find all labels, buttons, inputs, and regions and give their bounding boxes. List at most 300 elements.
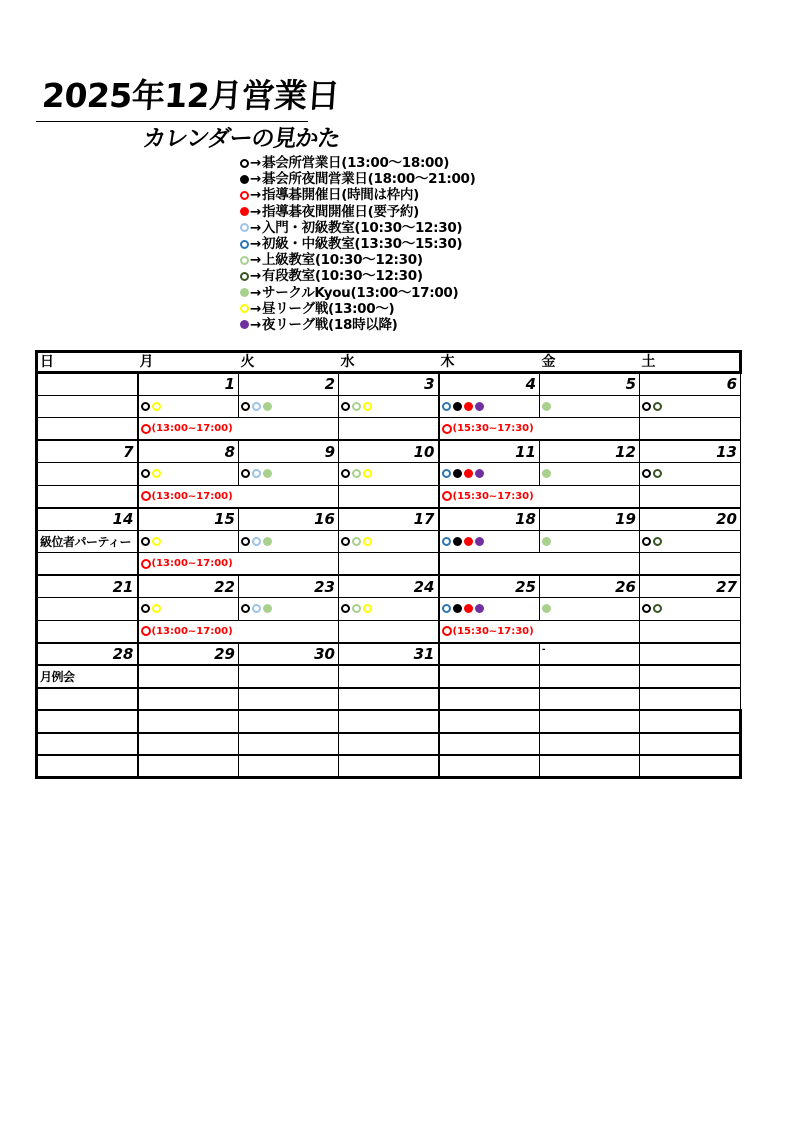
teaching-time-label: (13:00~17:00)	[151, 625, 233, 637]
circle-outline-icon	[240, 191, 249, 200]
events-cell[interactable]	[439, 530, 540, 553]
date-cell[interactable]: 26	[540, 575, 640, 598]
events-cell[interactable]	[540, 530, 640, 553]
event-ring-icon	[642, 537, 651, 546]
teaching-time-label: (15:30~17:30)	[452, 423, 534, 434]
events-cell[interactable]	[540, 395, 640, 418]
event-ring-icon	[653, 402, 662, 411]
event-ring-icon	[241, 537, 250, 546]
arrow-icon: →	[250, 236, 262, 253]
note-cell[interactable]	[640, 665, 741, 688]
blank-cell[interactable]	[339, 733, 439, 756]
events-cell[interactable]	[138, 395, 239, 418]
event-markers	[642, 469, 738, 478]
teaching-cell[interactable]	[540, 620, 640, 643]
event-dot-icon	[464, 402, 473, 411]
event-ring-icon	[141, 469, 150, 478]
event-dot-icon	[475, 537, 484, 546]
date-cell[interactable]	[37, 373, 138, 396]
event-dot-icon	[453, 469, 462, 478]
teaching-cell[interactable]	[640, 688, 741, 711]
events-cell[interactable]	[339, 530, 439, 553]
event-markers	[542, 537, 637, 546]
teaching-cell[interactable]	[138, 418, 239, 441]
events-cell[interactable]	[439, 395, 540, 418]
legend-label: 上級教室(10:30～12:30)	[262, 252, 423, 269]
teaching-cell[interactable]	[37, 553, 138, 576]
event-ring-icon	[152, 604, 161, 613]
teaching-ring-icon	[442, 626, 452, 636]
event-dot-icon	[464, 469, 473, 478]
event-ring-icon	[152, 402, 161, 411]
teaching-time	[442, 491, 538, 502]
events-row	[37, 395, 741, 418]
blank-cell[interactable]	[239, 733, 339, 756]
circle-outline-icon	[240, 240, 249, 249]
blank-cell[interactable]	[640, 733, 741, 756]
date-cell[interactable]: 8	[138, 440, 239, 463]
arrow-icon: →	[250, 203, 262, 220]
date-cell[interactable]: 4	[439, 373, 540, 396]
events-cell[interactable]	[239, 598, 339, 621]
legend-label: 昼リーグ戦(13:00～)	[262, 300, 395, 317]
teaching-time-label: (13:00~17:00)	[151, 558, 233, 569]
date-cell[interactable]: 19	[540, 508, 640, 531]
event-ring-icon	[363, 402, 372, 411]
teaching-cell[interactable]	[640, 620, 741, 643]
legend-item	[240, 252, 476, 268]
date-cell[interactable]: 16	[239, 508, 339, 531]
event-ring-icon	[341, 604, 350, 613]
event-dot-icon	[263, 402, 272, 411]
date-cell[interactable]: 22	[138, 575, 239, 598]
event-ring-icon	[252, 402, 261, 411]
legend-label: 碁会所営業日(13:00～18:00)	[262, 155, 450, 172]
events-cell[interactable]	[339, 463, 439, 486]
teaching-cell[interactable]	[540, 418, 640, 441]
event-ring-icon	[141, 402, 150, 411]
events-cell[interactable]	[138, 530, 239, 553]
teaching-row	[37, 418, 741, 441]
events-cell[interactable]	[239, 463, 339, 486]
teaching-cell[interactable]	[37, 688, 138, 711]
events-cell[interactable]	[439, 463, 540, 486]
arrow-icon: →	[250, 155, 262, 172]
event-markers	[341, 469, 436, 478]
event-ring-icon	[653, 537, 662, 546]
event-ring-icon	[241, 402, 250, 411]
event-markers	[241, 469, 336, 478]
blank-cell[interactable]	[439, 710, 540, 733]
teaching-cell[interactable]	[239, 485, 339, 508]
teaching-time	[141, 626, 237, 637]
legend-label: 指導碁開催日(時間は枠内)	[262, 187, 419, 204]
teaching-cell[interactable]	[640, 485, 741, 508]
teaching-cell[interactable]	[439, 688, 540, 711]
legend-item	[240, 317, 476, 333]
teaching-cell[interactable]	[640, 418, 741, 441]
event-markers	[442, 469, 538, 478]
date-cell[interactable]: 9	[239, 440, 339, 463]
date-cell[interactable]: 15	[138, 508, 239, 531]
weekday-5: 金	[540, 352, 640, 373]
circle-outline-icon	[240, 272, 249, 281]
teaching-cell[interactable]	[239, 688, 339, 711]
date-row	[37, 440, 741, 463]
page-title: 2025年12月営業日	[40, 76, 341, 115]
date-cell[interactable]: 23	[239, 575, 339, 598]
arrow-icon: →	[250, 284, 262, 301]
date-cell[interactable]: 17	[339, 508, 439, 531]
teaching-cell[interactable]	[138, 620, 239, 643]
event-ring-icon	[141, 537, 150, 546]
legend-item	[240, 268, 476, 284]
event-dot-icon	[542, 469, 551, 478]
teaching-time-label: (15:30~17:30)	[452, 490, 534, 502]
teaching-ring-icon	[141, 491, 151, 501]
arrow-icon: →	[250, 300, 262, 317]
note-cell[interactable]	[540, 665, 640, 688]
event-ring-icon	[442, 469, 451, 478]
date-row	[37, 373, 741, 396]
blank-cell[interactable]	[138, 733, 239, 756]
event-ring-icon	[653, 469, 662, 478]
event-ring-icon	[152, 537, 161, 546]
event-dot-icon	[464, 604, 473, 613]
circle-outline-icon	[240, 256, 249, 265]
teaching-ring-icon	[141, 626, 151, 636]
circle-outline-icon	[240, 304, 249, 313]
event-ring-icon	[352, 402, 361, 411]
event-markers	[442, 402, 538, 411]
circle-filled-icon	[240, 175, 249, 184]
event-ring-icon	[141, 604, 150, 613]
event-markers	[241, 537, 336, 546]
date-cell[interactable]: 1	[138, 373, 239, 396]
events-cell[interactable]	[37, 395, 138, 418]
weekday-4: 木	[439, 352, 540, 373]
date-cell[interactable]: 3	[339, 373, 439, 396]
blank-cell[interactable]	[439, 755, 540, 778]
event-markers	[542, 469, 637, 478]
event-ring-icon	[442, 604, 451, 613]
weekday-3: 水	[339, 352, 439, 373]
event-ring-icon	[653, 604, 662, 613]
teaching-row	[37, 620, 741, 643]
circle-filled-icon	[240, 320, 249, 329]
teaching-row	[37, 485, 741, 508]
teaching-cell[interactable]	[540, 688, 640, 711]
event-dot-icon	[475, 604, 484, 613]
event-ring-icon	[442, 402, 451, 411]
circle-filled-icon	[240, 288, 249, 297]
events-cell[interactable]	[37, 530, 138, 553]
event-ring-icon	[341, 402, 350, 411]
events-cell[interactable]	[37, 463, 138, 486]
note-cell[interactable]	[37, 665, 138, 688]
date-cell[interactable]: 2	[239, 373, 339, 396]
teaching-cell[interactable]	[339, 620, 439, 643]
event-note: 級位者パーティー	[40, 534, 132, 549]
date-cell[interactable]: 24	[339, 575, 439, 598]
date-cell[interactable]: 29	[138, 643, 239, 666]
event-dot-icon	[542, 402, 551, 411]
event-ring-icon	[252, 537, 261, 546]
event-markers	[141, 402, 237, 411]
legend-item	[240, 236, 476, 252]
event-ring-icon	[642, 469, 651, 478]
date-cell[interactable]: 18	[439, 508, 540, 531]
legend	[240, 155, 476, 333]
blank-cell[interactable]	[540, 710, 640, 733]
blank-cell[interactable]	[439, 733, 540, 756]
note-cell[interactable]	[239, 665, 339, 688]
event-ring-icon	[363, 537, 372, 546]
note-row	[37, 665, 741, 688]
legend-label: 指導碁夜間開催日(要予約)	[262, 203, 419, 220]
blank-row	[37, 710, 741, 733]
legend-heading: カレンダーの見かた	[141, 126, 342, 152]
teaching-cell[interactable]	[37, 620, 138, 643]
event-ring-icon	[252, 469, 261, 478]
weekday-2: 火	[239, 352, 339, 373]
event-markers	[141, 604, 237, 613]
note-cell[interactable]	[138, 665, 239, 688]
teaching-cell[interactable]	[37, 418, 138, 441]
event-ring-icon	[341, 537, 350, 546]
blank-cell[interactable]	[339, 710, 439, 733]
teaching-cell[interactable]	[339, 553, 439, 576]
event-dot-icon	[542, 537, 551, 546]
event-markers	[642, 537, 738, 546]
teaching-cell[interactable]	[138, 485, 239, 508]
legend-item	[240, 155, 476, 171]
teaching-cell[interactable]	[239, 620, 339, 643]
legend-item	[240, 301, 476, 317]
events-cell[interactable]	[138, 463, 239, 486]
teaching-cell[interactable]	[138, 553, 239, 576]
events-cell[interactable]	[138, 598, 239, 621]
calendar-table	[35, 350, 742, 779]
legend-label: 夜リーグ戦(18時以降)	[262, 316, 398, 333]
blank-row	[37, 688, 741, 711]
events-cell[interactable]	[239, 530, 339, 553]
date-row	[37, 643, 741, 666]
events-cell[interactable]	[640, 395, 741, 418]
events-cell[interactable]	[439, 598, 540, 621]
date-cell[interactable]: 13	[640, 440, 741, 463]
event-markers	[642, 402, 738, 411]
date-cell[interactable]: 7	[37, 440, 138, 463]
weekday-header-row	[37, 352, 741, 373]
event-markers	[341, 537, 436, 546]
teaching-cell[interactable]	[540, 553, 640, 576]
teaching-cell[interactable]	[439, 418, 540, 441]
date-cell[interactable]: 25	[439, 575, 540, 598]
events-row	[37, 598, 741, 621]
events-cell[interactable]	[640, 530, 741, 553]
teaching-time-label: (13:00~17:00)	[151, 423, 233, 434]
blank-cell[interactable]	[239, 755, 339, 778]
date-row	[37, 508, 741, 531]
date-cell[interactable]: 28	[37, 643, 138, 666]
event-dot-icon	[453, 537, 462, 546]
calendar	[35, 350, 739, 779]
note-cell[interactable]	[439, 665, 540, 688]
blank-cell[interactable]	[138, 755, 239, 778]
events-cell[interactable]	[37, 598, 138, 621]
teaching-cell[interactable]	[439, 620, 540, 643]
event-dot-icon	[263, 537, 272, 546]
event-markers	[241, 402, 336, 411]
teaching-cell[interactable]	[439, 553, 540, 576]
legend-label: 入門・初級教室(10:30～12:30)	[262, 219, 463, 236]
event-markers	[442, 604, 538, 613]
blank-cell[interactable]	[138, 710, 239, 733]
legend-item	[240, 187, 476, 203]
legend-item	[240, 204, 476, 220]
event-markers	[141, 537, 237, 546]
blank-cell[interactable]	[37, 710, 138, 733]
arrow-icon: →	[250, 316, 262, 333]
arrow-icon: →	[250, 268, 262, 285]
event-ring-icon	[442, 537, 451, 546]
teaching-time	[141, 491, 237, 502]
blank-cell[interactable]	[540, 733, 640, 756]
blank-cell[interactable]	[37, 733, 138, 756]
date-cell[interactable]: 14	[37, 508, 138, 531]
weekday-6: 土	[640, 352, 741, 373]
event-dot-icon	[453, 604, 462, 613]
legend-label: サークルKyou(13:00～17:00)	[262, 284, 459, 301]
blank-cell[interactable]	[339, 755, 439, 778]
blank-cell[interactable]	[37, 755, 138, 778]
teaching-row	[37, 553, 741, 576]
event-ring-icon	[152, 469, 161, 478]
date-cell[interactable]: 30	[239, 643, 339, 666]
date-cell[interactable]	[540, 643, 640, 666]
teaching-time	[442, 626, 538, 637]
teaching-time	[141, 423, 237, 434]
event-markers	[141, 469, 237, 478]
teaching-cell[interactable]	[339, 485, 439, 508]
teaching-ring-icon	[442, 424, 452, 434]
legend-item	[240, 285, 476, 301]
teaching-cell[interactable]	[37, 485, 138, 508]
event-ring-icon	[252, 604, 261, 613]
event-ring-icon	[241, 469, 250, 478]
weekday-1: 月	[138, 352, 239, 373]
events-cell[interactable]	[640, 598, 741, 621]
teaching-cell[interactable]	[239, 553, 339, 576]
teaching-cell[interactable]	[640, 553, 741, 576]
teaching-cell[interactable]	[540, 485, 640, 508]
event-dot-icon	[475, 402, 484, 411]
event-markers	[442, 537, 538, 546]
teaching-cell[interactable]	[339, 688, 439, 711]
legend-label: 碁会所夜間営業日(18:00～21:00)	[262, 171, 476, 188]
title-underline	[36, 121, 308, 122]
date-cell[interactable]: 11	[439, 440, 540, 463]
date-cell[interactable]: 21	[37, 575, 138, 598]
event-dot-icon	[542, 604, 551, 613]
teaching-time	[141, 558, 237, 569]
event-dot-icon	[464, 537, 473, 546]
blank-row	[37, 733, 741, 756]
events-cell[interactable]	[339, 598, 439, 621]
blank-cell[interactable]	[640, 755, 741, 778]
event-markers	[341, 402, 436, 411]
event-ring-icon	[642, 402, 651, 411]
legend-label: 有段教室(10:30～12:30)	[262, 268, 423, 285]
date-cell[interactable]: 20	[640, 508, 741, 531]
date-cell[interactable]: 31	[339, 643, 439, 666]
events-cell[interactable]	[540, 598, 640, 621]
event-note: 月例会	[40, 669, 75, 684]
event-markers	[642, 604, 738, 613]
teaching-cell[interactable]	[339, 418, 439, 441]
event-dot-icon	[453, 402, 462, 411]
event-dot-icon	[475, 469, 484, 478]
teaching-ring-icon	[442, 491, 452, 501]
date-row	[37, 575, 741, 598]
event-dot-icon	[263, 604, 272, 613]
teaching-cell[interactable]	[239, 418, 339, 441]
blank-cell[interactable]	[640, 710, 741, 733]
events-cell[interactable]	[640, 463, 741, 486]
weekday-0: 日	[37, 352, 138, 373]
arrow-icon: →	[250, 219, 262, 236]
events-row	[37, 463, 741, 486]
note-cell[interactable]	[339, 665, 439, 688]
event-ring-icon	[363, 604, 372, 613]
blank-cell[interactable]	[540, 755, 640, 778]
event-ring-icon	[341, 469, 350, 478]
arrow-icon: →	[250, 187, 262, 204]
event-markers	[542, 604, 637, 613]
date-cell[interactable]: 6	[640, 373, 741, 396]
teaching-time-label: (15:30~17:30)	[452, 625, 534, 637]
circle-filled-icon	[240, 207, 249, 216]
event-ring-icon	[352, 537, 361, 546]
teaching-cell[interactable]	[138, 688, 239, 711]
date-cell[interactable]	[640, 643, 741, 666]
blank-cell[interactable]	[239, 710, 339, 733]
event-markers	[241, 604, 336, 613]
events-cell[interactable]	[540, 463, 640, 486]
teaching-time	[442, 423, 538, 434]
date-cell[interactable]: 27	[640, 575, 741, 598]
circle-outline-icon	[240, 159, 249, 168]
legend-item	[240, 171, 476, 187]
legend-item	[240, 220, 476, 236]
blank-row	[37, 755, 741, 778]
circle-outline-icon	[240, 223, 249, 232]
events-cell[interactable]	[239, 395, 339, 418]
teaching-ring-icon	[141, 424, 151, 434]
events-cell[interactable]	[339, 395, 439, 418]
date-cell[interactable]	[439, 643, 540, 666]
date-cell[interactable]: 12	[540, 440, 640, 463]
teaching-ring-icon	[141, 559, 151, 569]
events-row	[37, 530, 741, 553]
event-ring-icon	[241, 604, 250, 613]
date-cell[interactable]: 10	[339, 440, 439, 463]
legend-label: 初級・中級教室(13:30～15:30)	[262, 236, 463, 253]
teaching-cell[interactable]	[439, 485, 540, 508]
date-cell[interactable]: 5	[540, 373, 640, 396]
event-dot-icon	[263, 469, 272, 478]
